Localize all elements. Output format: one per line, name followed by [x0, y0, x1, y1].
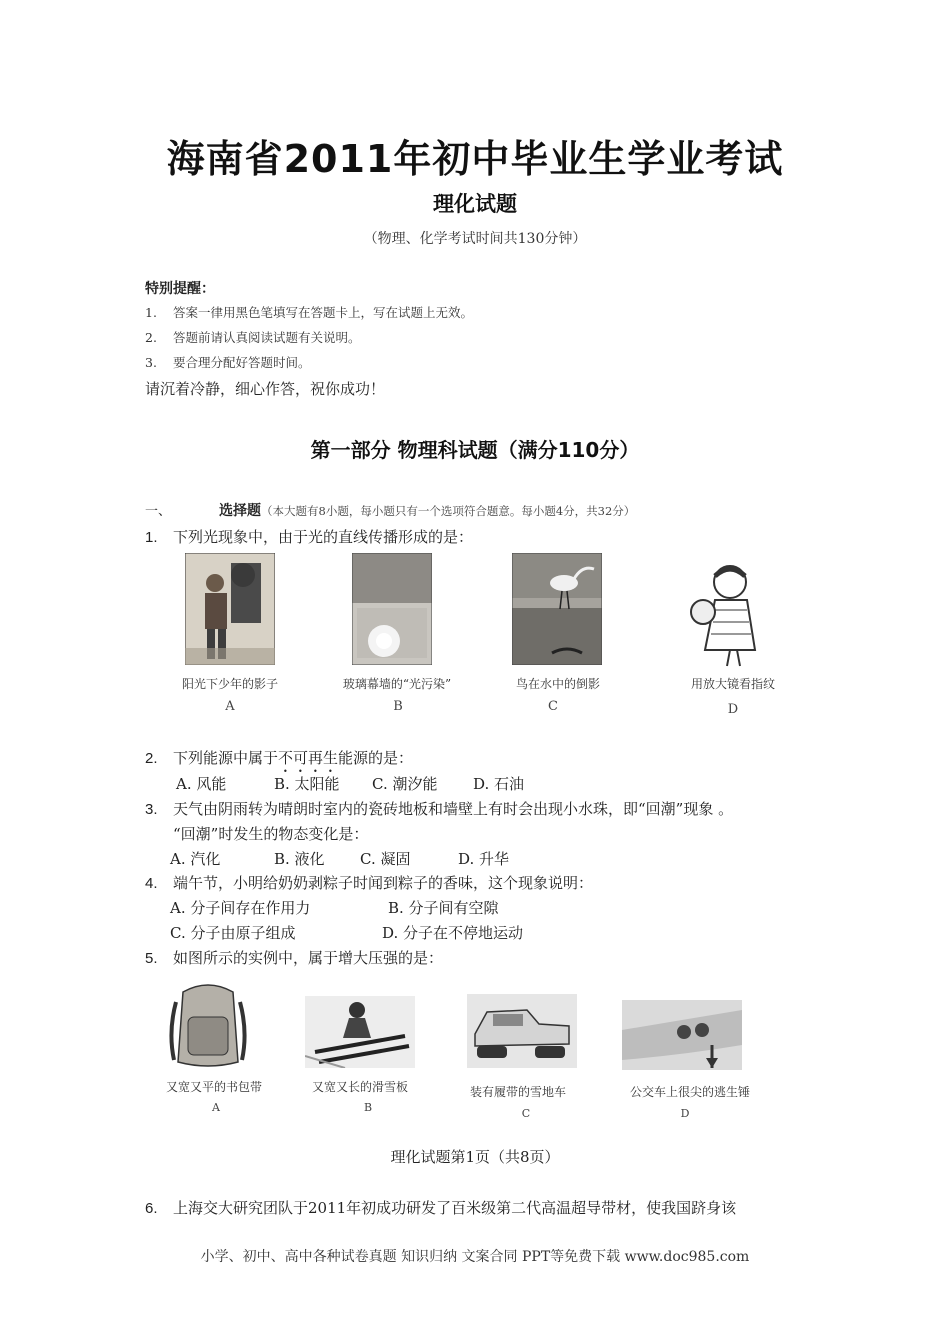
skier-drawing: [305, 996, 415, 1068]
option: D. 分子在不停地运动: [382, 924, 524, 942]
option: A. 风能: [176, 775, 227, 793]
option: D. 升华: [458, 850, 510, 868]
reminder-item: 1. 答案一律用黑色笔填写在答题卡上，写在试题上无效。: [145, 305, 474, 320]
option: B. 太阳能: [274, 775, 340, 793]
figure-letter: C: [521, 1107, 531, 1120]
reminder-wish: 请沉着冷静，细心作答，祝你成功！: [145, 380, 386, 398]
option: C. 凝固: [360, 850, 411, 868]
snow-truck-drawing: [467, 994, 577, 1068]
option: A. 分子间存在作用力: [170, 899, 311, 917]
figure-letter: A: [212, 1101, 220, 1114]
option: B. 液化: [274, 850, 325, 868]
reminder-item: 2. 答题前请认真阅读试题有关说明。: [145, 330, 361, 345]
question-4: 4. 端午节，小明给奶奶剥粽子时闻到粽子的香味，这个现象说明：: [145, 874, 594, 892]
figure-letter: A: [225, 699, 235, 714]
figure-caption: 装有履带的雪地车: [469, 1085, 566, 1099]
question-6: 6. 上海交大研究团队于2011年初成功研发了百米级第二代高温超导带材，使我国跻身该: [145, 1199, 737, 1217]
backpack-drawing: [168, 982, 248, 1070]
emphasis-text: 不可再生: [278, 749, 339, 767]
exam-subtitle: 理化试题: [433, 192, 517, 216]
figure-caption: 公交车上很尖的逃生锤: [629, 1085, 750, 1099]
exam-time-note: （物理、化学考试时间共130分钟）: [363, 231, 587, 247]
option: A. 汽化: [170, 850, 221, 868]
reminder-item: 3. 要合理分配好答题时间。: [145, 355, 311, 370]
figure-letter: B: [363, 1101, 373, 1114]
reminder-heading: 特别提醒：: [145, 281, 215, 297]
figure-letter: B: [393, 699, 403, 714]
figure-letter: D: [680, 1107, 690, 1120]
bird-reflection-photo: [512, 553, 602, 665]
option: B. 分子间有空隙: [388, 899, 499, 917]
escape-hammer-drawing: [622, 1000, 742, 1070]
question-5: 5. 如图所示的实例中，属于增大压强的是：: [145, 949, 444, 967]
magnifier-fingerprint-drawing: [685, 560, 770, 668]
part-heading: 第一部分 物理科试题（满分110分）: [310, 438, 640, 462]
option: C. 潮汐能: [372, 775, 438, 793]
question-1: 1. 下列光现象中，由于光的直线传播形成的是：: [145, 528, 474, 546]
question-3: 3. 天气由阴雨转为晴朗时室内的瓷砖地板和墙壁上有时会出现小水珠，即“回潮”现象 。: [145, 800, 734, 818]
figure-letter: D: [727, 702, 739, 717]
question-3-line-2: “回潮”时发生的物态变化是：: [173, 825, 369, 843]
option: C. 分子由原子组成: [170, 924, 296, 942]
glass-curtain-wall-photo: [352, 553, 432, 665]
figure-letter: C: [548, 699, 558, 714]
section-note: （本大题有8小题，每小题只有一个选项符合题意。每小题4分，共32分）: [261, 504, 636, 518]
section-number: 一、: [145, 504, 172, 519]
figure-caption: 鸟在水中的倒影: [515, 677, 600, 691]
download-notice: 小学、初中、高中各种试卷真题 知识归纳 文案合同 PPT等免费下载 www.doc985.com: [200, 1249, 750, 1265]
figure-caption: 阳光下少年的影子: [181, 677, 278, 691]
section-title: 选择题: [219, 503, 262, 519]
figure-caption: 玻璃幕墙的“光污染”: [342, 677, 452, 691]
boy-shadow-photo: [185, 553, 275, 665]
figure-caption: 又宽又长的滑雪板: [311, 1080, 408, 1094]
option: D. 石油: [473, 775, 525, 793]
page-footer: 理化试题第1页（共8页）: [390, 1148, 560, 1166]
section-heading: [145, 500, 635, 520]
figure-caption: 用放大镜看指纹: [690, 677, 775, 691]
exam-title: 海南省2011年初中毕业生学业考试: [166, 137, 784, 181]
figure-caption: 又宽又平的书包带: [165, 1080, 262, 1094]
question-2: 2. 下列能源中属于不可再生能源的是：: [145, 749, 414, 767]
